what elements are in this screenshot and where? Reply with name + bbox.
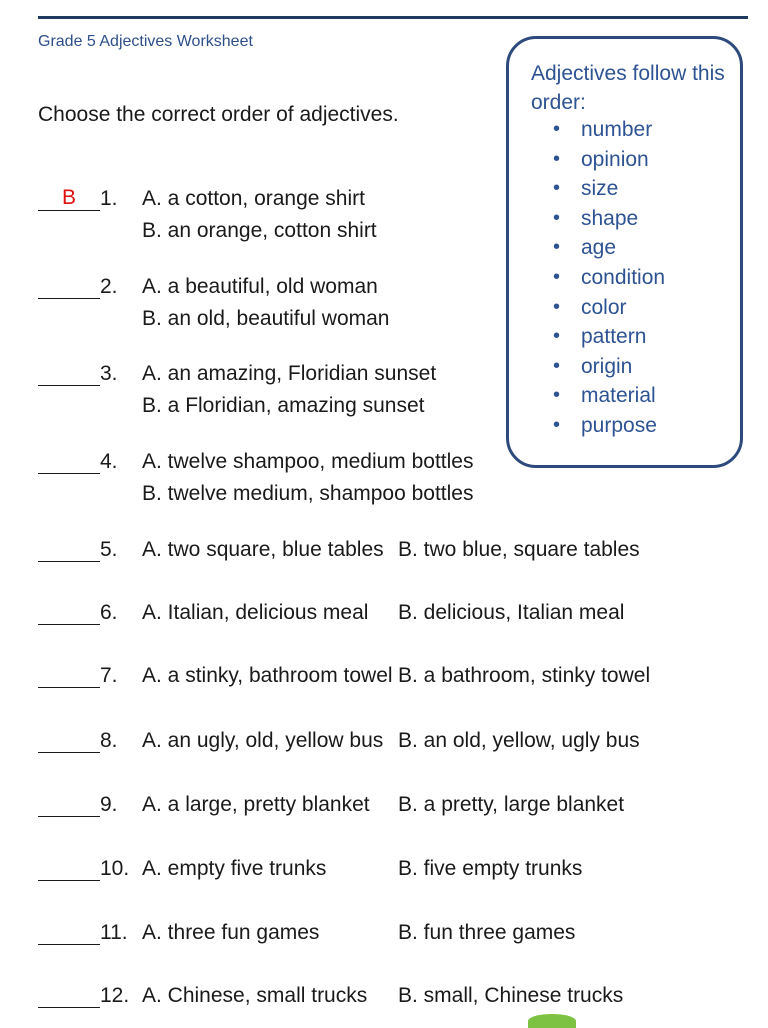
- answer-blank[interactable]: [38, 983, 100, 1008]
- decorative-leaf-icon: [528, 1014, 576, 1028]
- question-number: 2.: [100, 275, 118, 298]
- question-number: 8.: [100, 729, 118, 752]
- question-number: 7.: [100, 664, 118, 687]
- question-number: 11.: [100, 921, 128, 944]
- option-b: B. twelve medium, shampoo bottles: [142, 482, 474, 505]
- question-number: 12.: [100, 984, 130, 1007]
- bullet-icon: •: [553, 236, 561, 259]
- option-a: A. a stinky, bathroom towel: [142, 664, 393, 687]
- answer-blank[interactable]: [38, 663, 100, 688]
- option-b: B. an old, beautiful woman: [142, 307, 390, 330]
- bullet-icon: •: [553, 384, 561, 407]
- header-rule: [38, 16, 748, 19]
- answer-blank[interactable]: B: [38, 186, 100, 211]
- order-item: • pattern: [509, 322, 665, 352]
- option-b: B. a pretty, large blanket: [398, 793, 625, 816]
- answer-blank[interactable]: [38, 537, 100, 562]
- question-number: 9.: [100, 793, 118, 816]
- option-b: B. five empty trunks: [398, 857, 583, 880]
- bullet-icon: •: [553, 325, 561, 348]
- option-a: A. two square, blue tables: [142, 538, 384, 561]
- bullet-icon: •: [553, 177, 561, 200]
- answer-blank[interactable]: [38, 920, 100, 945]
- bullet-icon: •: [553, 147, 561, 170]
- option-b: B. delicious, Italian meal: [398, 601, 625, 624]
- order-item: • opinion: [509, 145, 665, 175]
- option-b: B. an old, yellow, ugly bus: [398, 729, 640, 752]
- option-b: B. two blue, square tables: [398, 538, 640, 561]
- order-item: • condition: [509, 263, 665, 293]
- order-heading: Adjectives follow this order:: [531, 62, 725, 114]
- bullet-icon: •: [553, 413, 561, 436]
- order-item: • origin: [509, 352, 665, 382]
- option-a: A. an ugly, old, yellow bus: [142, 729, 384, 752]
- question-number: 4.: [100, 450, 118, 473]
- answer-blank[interactable]: [38, 600, 100, 625]
- option-b: B. an orange, cotton shirt: [142, 219, 377, 242]
- option-a: A. a cotton, orange shirt: [142, 187, 365, 210]
- option-a: A. twelve shampoo, medium bottles: [142, 450, 474, 473]
- order-item: • size: [509, 174, 665, 204]
- question-number: 10.: [100, 857, 130, 880]
- option-a: A. Chinese, small trucks: [142, 984, 368, 1007]
- answer-blank[interactable]: [38, 856, 100, 881]
- order-item: • material: [509, 381, 665, 411]
- option-b: B. a Floridian, amazing sunset: [142, 394, 425, 417]
- order-item: • shape: [509, 204, 665, 234]
- bullet-icon: •: [553, 295, 561, 318]
- answer-blank[interactable]: [38, 792, 100, 817]
- order-item: • purpose: [509, 411, 665, 441]
- option-b: B. small, Chinese trucks: [398, 984, 624, 1007]
- bullet-icon: •: [553, 265, 561, 288]
- option-b: B. fun three games: [398, 921, 576, 944]
- order-item: • number: [509, 115, 665, 145]
- option-a: A. a large, pretty blanket: [142, 793, 370, 816]
- instructions: Choose the correct order of adjectives.: [38, 103, 399, 126]
- option-a: A. empty five trunks: [142, 857, 327, 880]
- bullet-icon: •: [553, 118, 561, 140]
- order-item: • color: [509, 293, 665, 323]
- adjective-order-box: [506, 36, 743, 468]
- answer-blank[interactable]: [38, 449, 100, 474]
- option-a: A. an amazing, Floridian sunset: [142, 362, 437, 385]
- question-number: 3.: [100, 362, 118, 385]
- option-b: B. a bathroom, stinky towel: [398, 664, 651, 687]
- question-number: 5.: [100, 538, 118, 561]
- answer-blank[interactable]: [38, 274, 100, 299]
- order-list: [509, 115, 665, 441]
- answer-blank[interactable]: [38, 361, 100, 386]
- bullet-icon: •: [553, 206, 561, 229]
- option-a: A. Italian, delicious meal: [142, 601, 369, 624]
- bullet-icon: •: [553, 354, 561, 377]
- option-a: A. a beautiful, old woman: [142, 275, 378, 298]
- answer-blank[interactable]: [38, 728, 100, 753]
- question-number: 1.: [100, 187, 118, 210]
- option-a: A. three fun games: [142, 921, 320, 944]
- worksheet-subtitle: Grade 5 Adjectives Worksheet: [38, 33, 253, 50]
- order-item: • age: [509, 233, 665, 263]
- question-number: 6.: [100, 601, 118, 624]
